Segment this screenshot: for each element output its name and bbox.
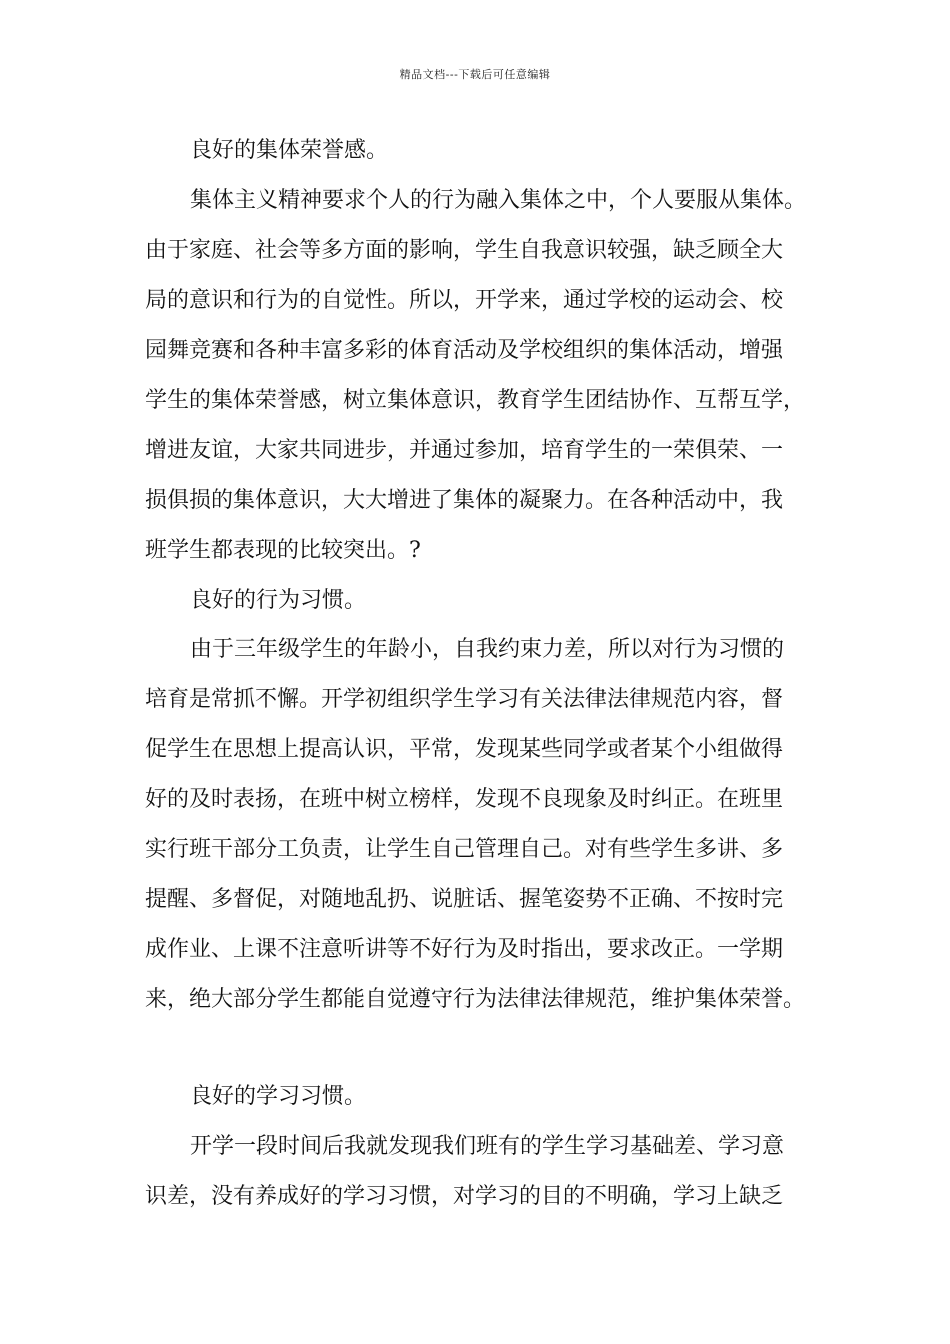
page-header: 精品文档---下载后可任意编辑 — [399, 68, 551, 81]
paragraph-line: 识差，没有养成好的学习习惯，对学习的目的不明确，学习上缺乏 — [145, 1184, 784, 1209]
paragraph-line: 学生的集体荣誉感，树立集体意识，教育学生团结协作、互帮互学， — [145, 388, 806, 413]
section-heading: 良好的学习习惯。 — [190, 1084, 367, 1109]
paragraph-line: 集体主义精神要求个人的行为融入集体之中，个人要服从集体。 — [190, 188, 807, 213]
section-heading: 良好的行为习惯。 — [190, 588, 367, 613]
paragraph-line: 班学生都表现的比较突出。? — [145, 538, 421, 563]
paragraph-line: 园舞竞赛和各种丰富多彩的体育活动及学校组织的集体活动，增强 — [145, 338, 784, 363]
paragraph-line: 增进友谊，大家共同进步，并通过参加，培育学生的一荣俱荣、一 — [145, 438, 784, 463]
section-heading: 良好的集体荣誉感。 — [190, 138, 389, 163]
paragraph-line: 由于家庭、社会等多方面的影响，学生自我意识较强，缺乏顾全大 — [145, 238, 784, 263]
paragraph-line: 实行班干部分工负责，让学生自己管理自己。对有些学生多讲、多 — [145, 837, 784, 862]
paragraph-line: 损俱损的集体意识，大大增进了集体的凝聚力。在各种活动中，我 — [145, 488, 784, 513]
paragraph-line: 培育是常抓不懈。开学初组织学生学习有关法律法律规范内容，督 — [145, 687, 784, 712]
paragraph-line: 好的及时表扬，在班中树立榜样，发现不良现象及时纠正。在班里 — [145, 787, 784, 812]
paragraph-line: 提醒、多督促，对随地乱扔、说脏话、握笔姿势不正确、不按时完 — [145, 887, 784, 912]
paragraph-line: 成作业、上课不注意听讲等不好行为及时指出，要求改正。一学期 — [145, 937, 784, 962]
paragraph-line: 来，绝大部分学生都能自觉遵守行为法律法律规范，维护集体荣誉。 — [145, 987, 806, 1012]
paragraph-line: 由于三年级学生的年龄小，自我约束力差，所以对行为习惯的 — [190, 637, 785, 662]
paragraph-line: 局的意识和行为的自觉性。所以，开学来，通过学校的运动会、校 — [145, 288, 784, 313]
paragraph-line: 促学生在思想上提高认识，平常，发现某些同学或者某个小组做得 — [145, 737, 784, 762]
paragraph-line: 开学一段时间后我就发现我们班有的学生学习基础差、学习意 — [190, 1134, 785, 1159]
